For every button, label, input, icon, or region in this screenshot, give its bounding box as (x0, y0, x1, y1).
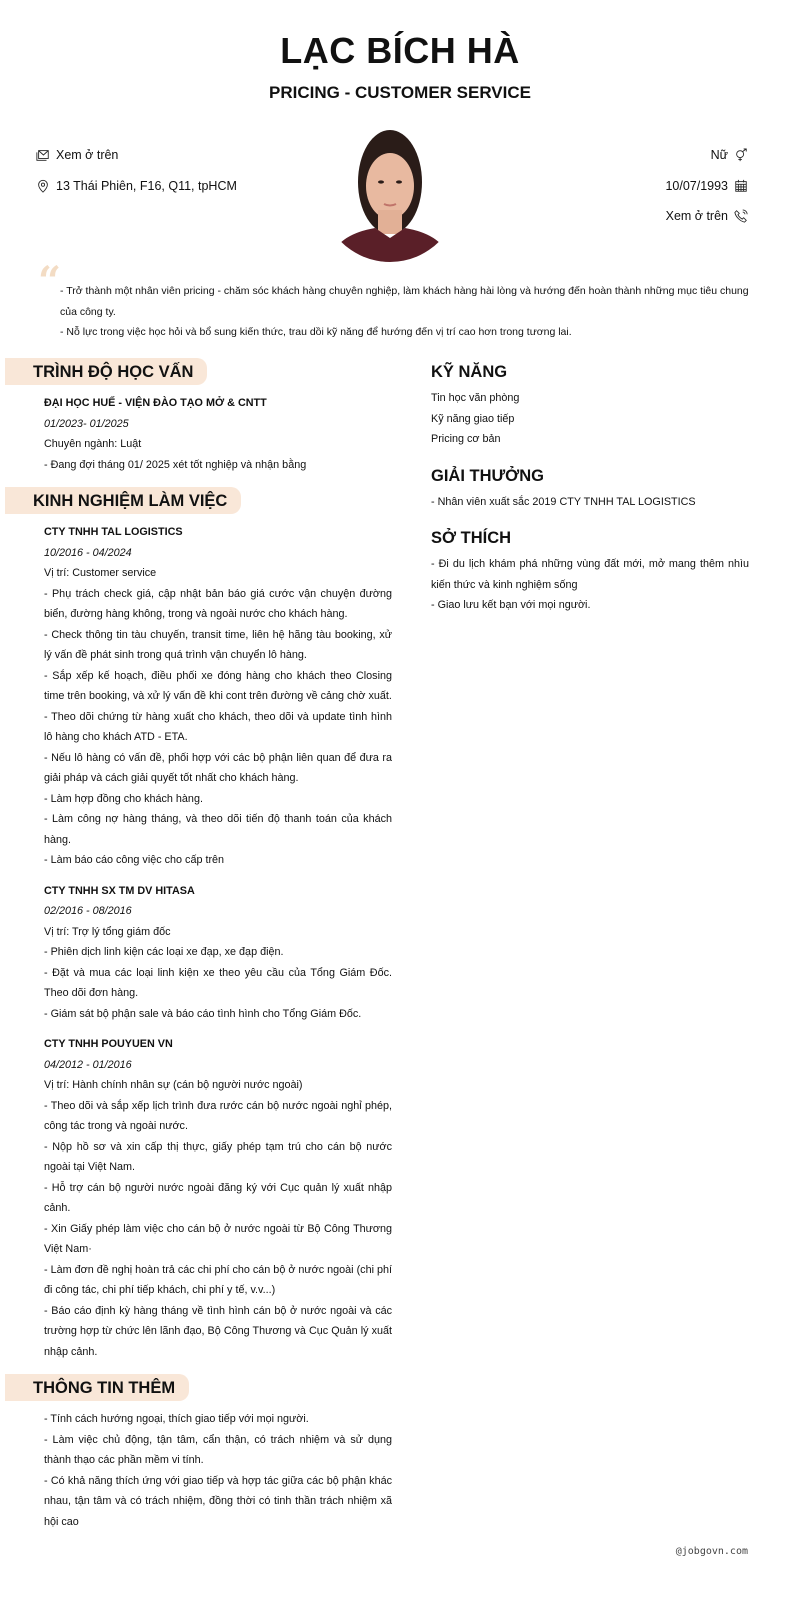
skills-heading: KỸ NĂNG (431, 363, 508, 381)
hobbies-list (431, 554, 749, 616)
company-name: CTY TNHH SX TM DV HITASA (44, 884, 195, 897)
additional-item: - Tính cách hướng ngoại, thích giao tiếp với mọi người. (44, 1413, 309, 1425)
job-item (44, 522, 392, 871)
gender-icon (734, 148, 748, 162)
mail-icon (36, 148, 50, 162)
job-detail: - Sắp xếp kế hoạch, điều phối xe đóng hàng cho khách theo Closing time trên booking, và xử lý vấn đề khi cont trên đường về cảng chờ xuất. (44, 669, 392, 702)
objective-line: - Trở thành một nhân viên pricing - chăm sóc khách hàng chuyên nghiệp, làm khách hàng hài lòng và hướng đến hoàn thành những mục tiêu chung của công ty. (60, 285, 749, 318)
job-detail: Vị trí: Trợ lý tổng giám đốc (44, 925, 171, 938)
job-detail: Vị trí: Customer service (44, 567, 157, 579)
section-heading: KINH NGHIỆM LÀM VIỆC (5, 487, 241, 514)
additional-info-section (0, 1374, 400, 1532)
skills-list (431, 388, 749, 450)
hobbies-item: - Giao lưu kết bạn với mọi người. (431, 599, 591, 611)
left-column (0, 358, 400, 1544)
contact-birthday (665, 177, 748, 195)
job-date: 02/2016 - 08/2016 (44, 905, 132, 917)
awards-list (431, 492, 749, 513)
job-detail: - Check thông tin tàu chuyến, transit time, liên hệ hãng tàu booking, xử lý vấn đề phát sinh trong quá trình vận chuyển lô hàng. (44, 628, 392, 661)
calendar-icon (734, 179, 748, 193)
job-detail: - Làm công nợ hàng tháng, và theo dõi tiến độ thanh toán của khách hàng. (44, 813, 392, 846)
job-date: 10/2016 - 04/2024 (44, 546, 132, 559)
job-detail: - Xin Giấy phép làm việc cho cán bộ ở nước ngoài từ Bộ Công Thương Việt Nam· (44, 1222, 392, 1255)
job-item (44, 1034, 392, 1362)
career-objective (60, 281, 750, 343)
job-detail: - Làm hợp đồng cho khách hàng. (44, 792, 203, 805)
location-pin-icon (36, 179, 50, 193)
contact-gender (711, 146, 748, 164)
hobbies-heading: SỞ THÍCH (431, 529, 512, 547)
education-detail: - Đang đợi tháng 01/ 2025 xét tốt nghiệp và nhận bằng (44, 458, 307, 471)
quote-icon: “ (38, 258, 62, 305)
education-item (44, 393, 392, 475)
contact-phone (666, 207, 748, 225)
section-heading: THÔNG TIN THÊM (5, 1374, 189, 1401)
candidate-role: PRICING - CUSTOMER SERVICE (269, 83, 531, 102)
email-value: Xem ở trên (56, 148, 119, 162)
additional-item: - Làm việc chủ động, tận tâm, cẩn thận, có trách nhiệm và sử dụng thành thạo các phần mềm vi tính. (44, 1433, 392, 1466)
job-detail: - Nếu lô hàng có vấn đề, phối hợp với các bộ phận liên quan để đưa ra giải pháp và cách giải quyết tốt nhất cho khách hàng. (44, 751, 392, 784)
additional-item: - Có khả năng thích ứng với giao tiếp và hợp tác giữa các bộ phận khác nhau, tận tâm và có trách nhiệm, đồng thời có tinh thần trách nhiệm xã hội cao (44, 1474, 392, 1528)
skills-item: Kỹ năng giao tiếp (431, 412, 515, 425)
watermark: @jobgovn.com (675, 1546, 748, 1557)
job-detail: - Làm báo cáo công việc cho cấp trên (44, 854, 225, 866)
hobbies-item: - Đi du lịch khám phá những vùng đất mới, mở mang thêm nhìu kiến thức và kinh nghiệm sống (431, 558, 749, 591)
skills-item: Tin học văn phòng (431, 392, 520, 404)
gender-value: Nữ (710, 148, 728, 162)
contact-email (36, 146, 118, 164)
right-column (431, 360, 749, 630)
education-section (0, 358, 400, 475)
job-detail: - Nộp hồ sơ và xin cấp thị thực, giấy phép tạm trú cho cán bộ nước ngoài tại Việt Nam. (44, 1140, 392, 1173)
address-value: 13 Thái Phiên, F16, Q11, tpHCM (56, 179, 237, 193)
job-item (44, 881, 392, 1025)
birthday-value: 10/07/1993 (665, 179, 728, 193)
company-name: CTY TNHH POUYUEN VN (44, 1038, 173, 1050)
awards-heading: GIẢI THƯỞNG (431, 466, 545, 485)
job-detail: - Phiên dịch linh kiện các loại xe đạp, xe đạp điện. (44, 946, 284, 958)
phone-value: Xem ở trên (665, 209, 728, 223)
job-date: 04/2012 - 01/2016 (44, 1058, 132, 1071)
experience-section (0, 487, 400, 1362)
skills-item: Pricing cơ bản (431, 433, 501, 445)
phone-icon (734, 209, 748, 223)
job-detail: - Giám sát bộ phận sale và báo cáo tình hình cho Tổng Giám Đốc. (44, 1007, 362, 1020)
awards-item: - Nhân viên xuất sắc 2019 CTY TNHH TAL LOGISTICS (431, 495, 696, 508)
contact-address (36, 177, 237, 195)
job-detail: - Theo dõi chứng từ hàng xuất cho khách, theo dõi và update tình hình lô hàng cho khách ATD - ETA. (44, 710, 392, 743)
job-detail: - Đặt và mua các loại linh kiện xe theo yêu cầu của Tổng Giám Đốc. Theo dõi đơn hàng. (44, 966, 392, 999)
section-heading: TRÌNH ĐỘ HỌC VẤN (5, 358, 207, 385)
education-date: 01/2023- 01/2025 (44, 417, 129, 430)
objective-line: - Nỗ lực trong việc học hỏi và bổ sung kiến thức, trau dồi kỹ năng để hướng đến vị trí cao hơn trong tương lai. (60, 326, 572, 338)
school-name: ĐẠI HỌC HUẾ - VIỆN ĐÀO TẠO MỞ & CNTT (44, 397, 267, 409)
candidate-name: LẠC BÍCH HÀ (280, 30, 520, 71)
job-detail: - Làm đơn đề nghị hoàn trả các chi phí cho cán bộ ở nước ngoài (chi phí đi công tác, chi phí tiếp khách, chi phí y tế, v.v...) (44, 1263, 392, 1296)
job-detail: - Theo dõi và sắp xếp lịch trình đưa rước cán bộ nước ngoài nghỉ phép, công tác trong và ngoài nước. (44, 1099, 392, 1132)
job-detail: Vị trí: Hành chính nhân sự (cán bộ người nước ngoài) (44, 1079, 303, 1091)
job-detail: - Phụ trách check giá, cập nhật bản báo giá cước vận chuyện đường biển, đường hàng không, trong và ngoài nước cho khách hàng. (44, 587, 392, 620)
job-detail: - Báo cáo định kỳ hàng tháng về tình hình cán bộ ở nước ngoài và các trường hợp từ chức lên lãnh đạo, Bộ Công Thương và Cục Quản lý xuất nhập cảnh. (44, 1304, 392, 1358)
profile-photo (320, 120, 460, 262)
job-detail: - Hỗ trợ cán bộ người nước ngoài đăng ký với Cục quản lý xuất nhập cảnh. (44, 1181, 392, 1214)
education-detail: Chuyên ngành: Luật (44, 438, 142, 450)
company-name: CTY TNHH TAL LOGISTICS (44, 526, 183, 538)
